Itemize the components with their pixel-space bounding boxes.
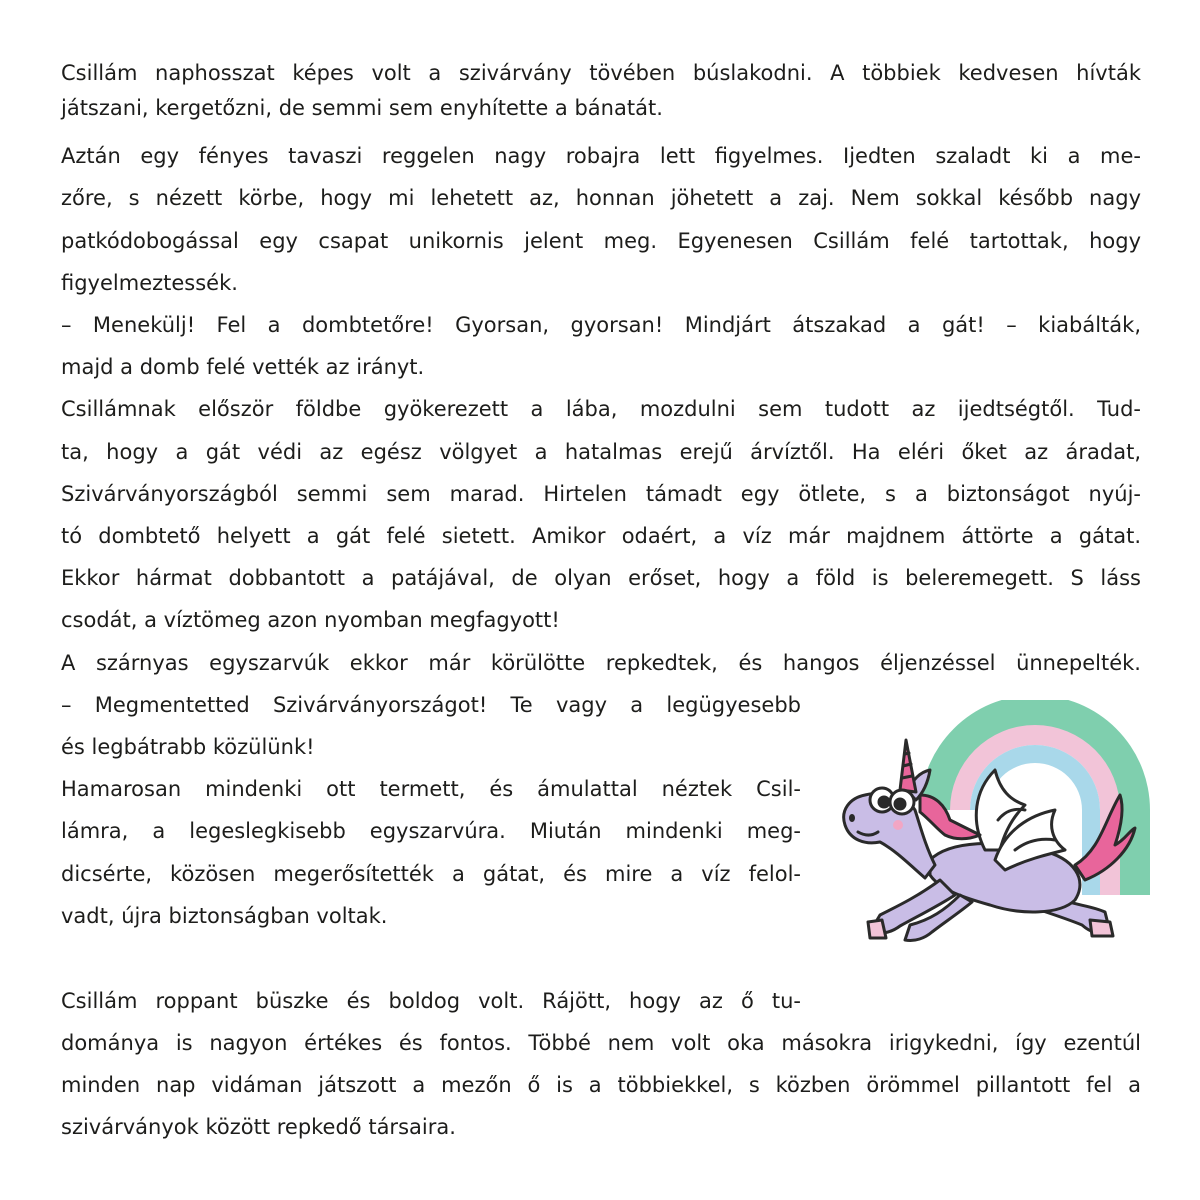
story-line: zőre, s nézett körbe, hogy mi lehetett az, honnan jöhetett a zaj. Nem sokkal később nagy	[61, 186, 1141, 210]
story-line: szivárványok között repkedő társaira.	[61, 1115, 456, 1139]
story-line: – Megmentetted Szivárványországot! Te vagy a legügyesebb	[61, 693, 801, 717]
story-line: dománya is nagyon értékes és fontos. Többé nem volt oka másokra irigykedni, így ezentúl	[61, 1031, 1141, 1055]
story-line: – Menekülj! Fel a dombtetőre! Gyorsan, gyorsan! Mindjárt átszakad a gát! – kiabálták,	[61, 313, 1141, 337]
story-line: Aztán egy fényes tavaszi reggelen nagy robajra lett figyelmes. Ijedten szaladt ki a me-	[61, 144, 1141, 168]
story-line: Hamarosan mindenki ott termett, és ámulattal néztek Csil-	[61, 777, 801, 801]
story-line: tó dombtető helyett a gát felé sietett. Amikor odaért, a víz már majdnem áttörte a gátat.	[61, 524, 1141, 548]
story-line: dicsérte, közösen megerősítették a gátat, és mire a víz felol-	[61, 862, 801, 886]
story-line: majd a domb felé vették az irányt.	[61, 355, 425, 379]
story-line: és legbátrabb közülünk!	[61, 735, 315, 759]
story-line: vadt, újra biztonságban voltak.	[61, 904, 388, 928]
story-line: Csillám roppant büszke és boldog volt. Rájött, hogy az ő tu-	[61, 989, 801, 1013]
story-line: Ekkor hármat dobbantott a patájával, de olyan erőset, hogy a föld is beleremegett. S láss	[61, 566, 1141, 590]
story-line: Szivárványországból semmi sem marad. Hirtelen támadt egy ötlete, s a biztonságot nyúj-	[61, 482, 1141, 506]
story-line: ta, hogy a gát védi az egész völgyet a hatalmas erejű árvíztől. Ha eléri őket az áradat,	[61, 440, 1141, 464]
story-line: minden nap vidáman játszott a mezőn ő is a többiekkel, s közben örömmel pillantott fel a	[61, 1073, 1141, 1097]
story-line: patkódobogással egy csapat unikornis jelent meg. Egyenesen Csillám felé tartottak, hogy	[61, 229, 1141, 253]
story-line: Csillám naphosszat képes volt a szivárvány tövében búslakodni. A többiek kedvesen hívták	[61, 61, 1141, 85]
flying-unicorn-with-rainbow-icon	[820, 700, 1160, 970]
story-line: figyelmeztessék.	[61, 271, 238, 295]
story-line: játszani, kergetőzni, de semmi sem enyhítette a bánatát.	[61, 96, 663, 120]
story-line: Csillámnak először földbe gyökerezett a lába, mozdulni sem tudott az ijedtségtől. Tud-	[61, 397, 1141, 421]
story-line: lámra, a legeslegkisebb egyszarvúra. Miután mindenki meg-	[61, 819, 801, 843]
story-line: A szárnyas egyszarvúk ekkor már körülötte repkedtek, és hangos éljenzéssel ünnepelték.	[61, 651, 1141, 675]
story-line: csodát, a víztömeg azon nyomban megfagyott!	[61, 608, 560, 632]
